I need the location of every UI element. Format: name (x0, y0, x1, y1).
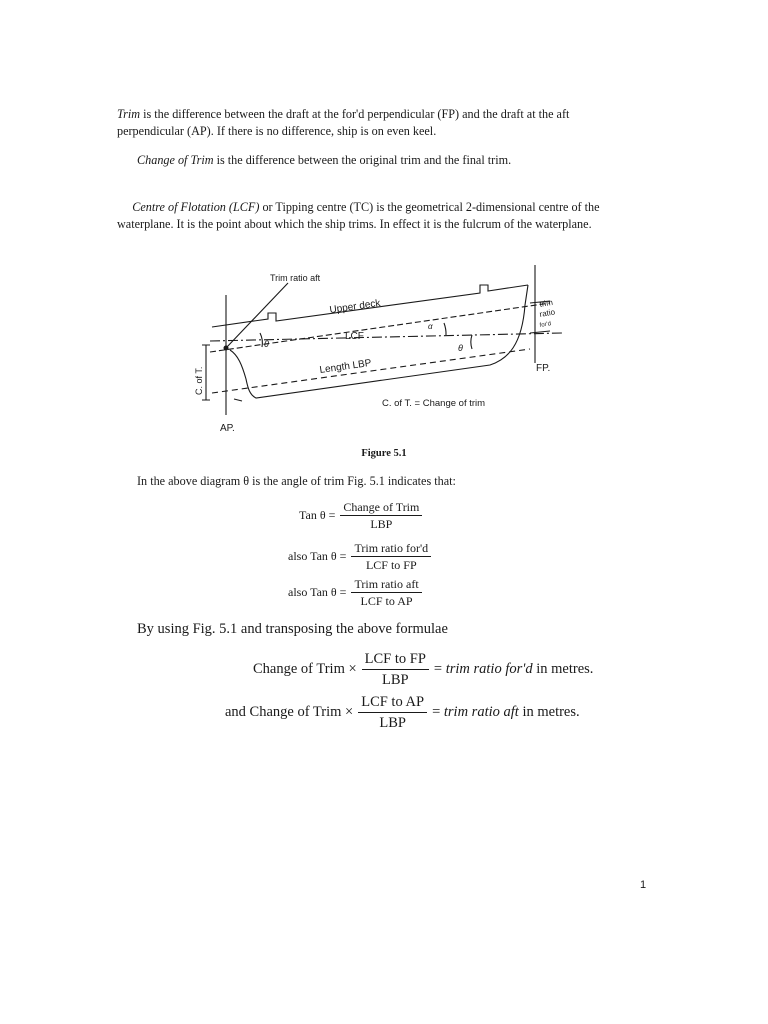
ap-label: AP. (220, 423, 235, 434)
eq2-denominator: LCF to FP (365, 558, 417, 572)
ap-marker (234, 399, 242, 401)
b1-rhs: in metres. (532, 661, 594, 677)
c-of-t-vertical-label: C. of T. (194, 366, 204, 395)
eq3-fraction (351, 577, 421, 608)
trim-term: Trim (117, 107, 141, 121)
trim-ratio-fwd-label-2: ratio (538, 307, 556, 319)
c-of-t-legend: C. of T. = Change of trim (382, 398, 486, 409)
b2-fraction (358, 693, 427, 732)
trim-diagram-svg (190, 255, 590, 440)
b1-rhs-italic: trim ratio for'd (445, 661, 533, 677)
fp-label: FP. (536, 363, 551, 374)
b2-rhs: in metres. (518, 704, 580, 720)
b2-rhs-italic: trim ratio aft (443, 704, 519, 720)
keel-reference-line (212, 349, 530, 393)
trim-ratio-fwd-label-3: for'd (539, 321, 552, 329)
lcf-body: or Tipping centre (TC) is the geometrical 2-dimensional centre of the waterplane. It is the point about which the ship trims. In effect it is the fulcrum of the waterplane. (117, 200, 600, 231)
b1-lhs: Change of Trim × (253, 661, 357, 677)
eq1-lhs: Tan θ = (299, 508, 336, 522)
eq3-denominator: LCF to AP (360, 594, 413, 608)
trim-definition (117, 106, 627, 140)
eq2-numerator: Trim ratio for'd (351, 541, 431, 557)
b1-numerator: LCF to FP (362, 650, 429, 670)
original-waterline (210, 333, 562, 341)
eq1-denominator: LBP (370, 517, 393, 531)
page-number: 1 (640, 879, 647, 891)
eq1-fraction (340, 500, 422, 531)
change-of-trim-term: Change of Trim (137, 153, 214, 167)
trim-ratio-aft-pointer (226, 283, 288, 348)
figure-caption: Figure 5.1 (361, 448, 407, 459)
lcf-definition (117, 199, 627, 233)
eq1-numerator: Change of Trim (340, 500, 422, 516)
b2-equals: = (432, 704, 441, 720)
alpha-label: α (428, 322, 433, 331)
trim-diagram (190, 255, 590, 440)
trim-ratio-ford-formula (253, 650, 593, 689)
theta-fwd-label: θ (458, 343, 463, 353)
b1-fraction (362, 650, 429, 689)
equation-tan-theta-aft (288, 577, 427, 608)
aft-draft-point (224, 346, 229, 351)
theta-aft-label: θ (264, 339, 269, 349)
b2-lhs: and Change of Trim × (225, 704, 354, 720)
b1-denominator: LBP (381, 672, 409, 688)
trim-ratio-aft-formula (225, 693, 580, 732)
equation-tan-theta-ford (288, 541, 436, 572)
alpha-arc (444, 323, 446, 335)
b2-numerator: LCF to AP (358, 693, 427, 713)
b2-denominator: LBP (379, 715, 406, 731)
eq2-fraction (351, 541, 431, 572)
trim-ratio-aft-label: Trim ratio aft (270, 273, 321, 283)
lcf-label: LCF (345, 331, 364, 342)
transpose-text: By using Fig. 5.1 and transposing the above formulae (137, 621, 448, 637)
angle-of-trim-intro: In the above diagram θ is the angle of trim Fig. 5.1 indicates that: (137, 474, 456, 488)
change-of-trim-body: is the difference between the original trim and the final trim. (213, 153, 512, 167)
equation-tan-theta (299, 500, 427, 531)
trim-body: is the difference between the draft at the for'd perpendicular (FP) and the draft at the aft perpendicular (AP). If there is no difference, ship is on even keel. (117, 107, 570, 138)
trim-ratio-fwd-label-1: trim (538, 297, 554, 309)
lcf-term: Centre of Flotation (LCF) (132, 200, 260, 214)
upper-deck-label: Upper deck (328, 297, 382, 316)
b1-equals: = (433, 661, 443, 677)
eq3-numerator: Trim ratio aft (351, 577, 421, 593)
theta-arc-fwd (471, 335, 472, 349)
eq3-lhs: also Tan θ = (288, 585, 347, 599)
length-lbp-label: Length LBP (318, 357, 373, 376)
eq2-lhs: also Tan θ = (288, 549, 347, 563)
trimmed-waterline (210, 303, 550, 352)
change-of-trim-definition (137, 152, 627, 169)
